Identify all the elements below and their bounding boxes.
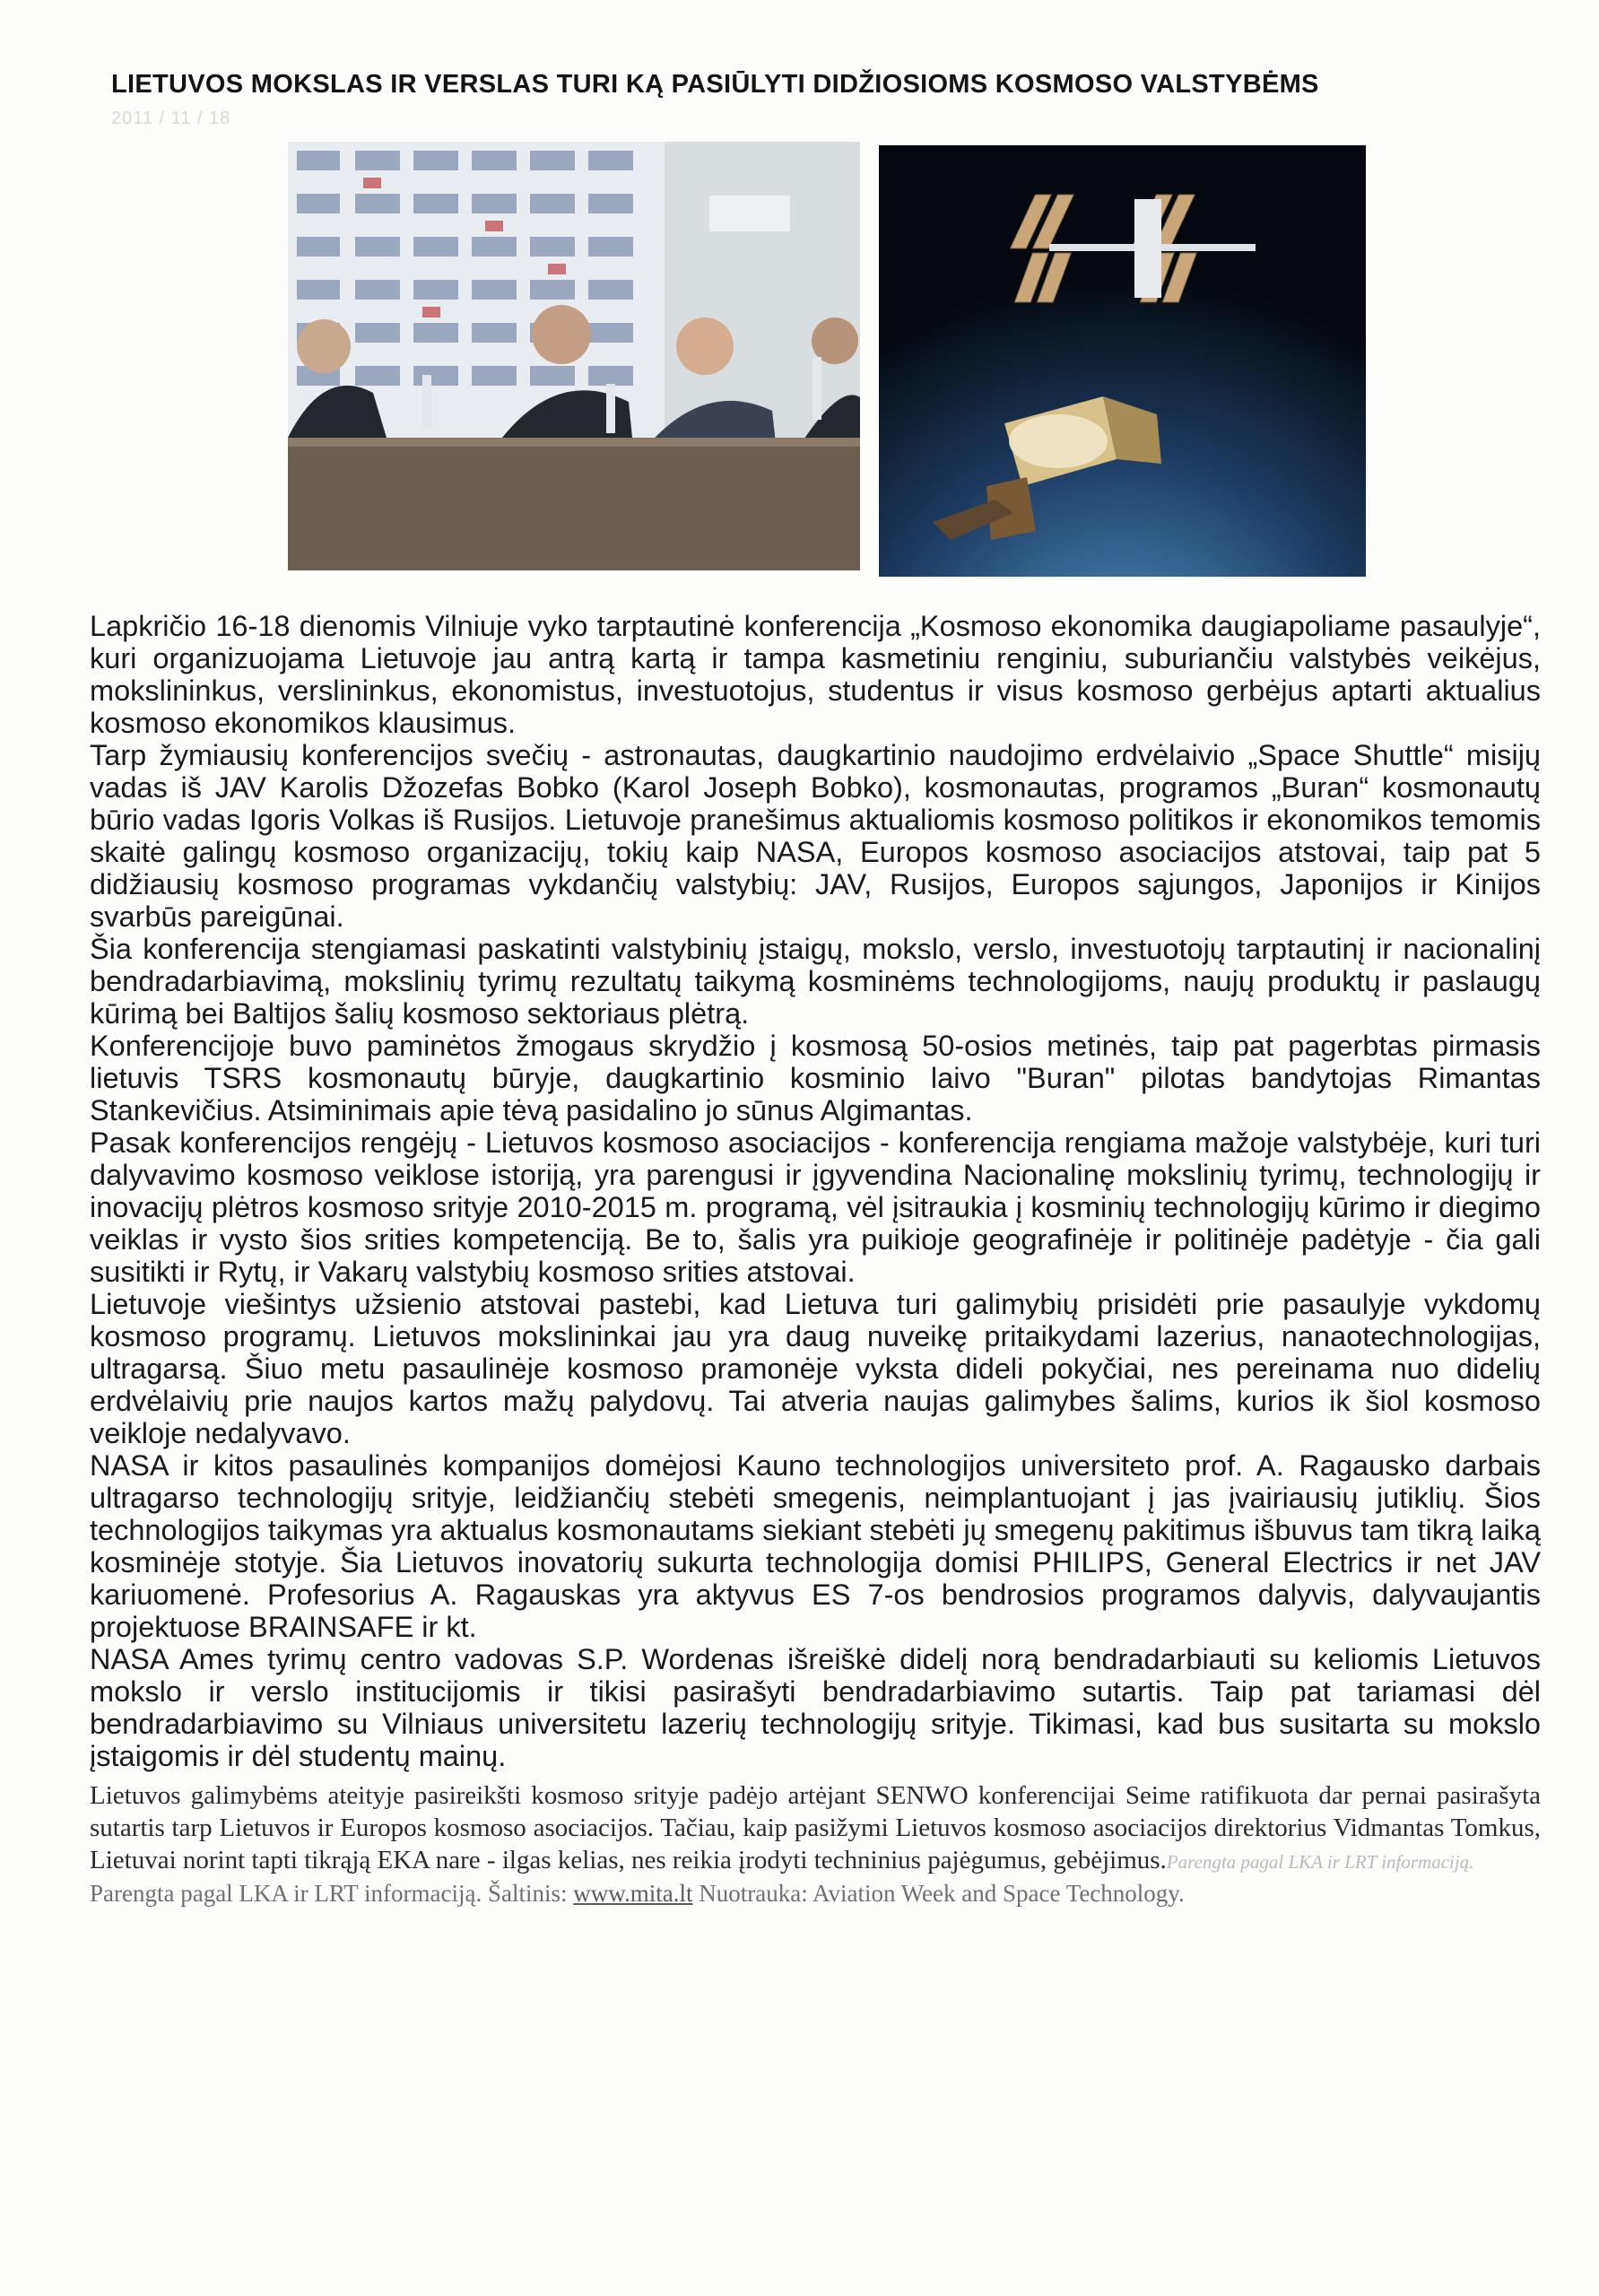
article-paragraph: NASA Ames tyrimų centro vadovas S.P. Wordenas išreiškė didelį norą bendradarbiauti su keliomis Lietuvos mokslo ir verslo institucijomis ir tikisi pasirašyti bendradarbiavimo sutartis. Taip pat tariamasi dėl bendradarbiavimo su Vilniaus universitetu lazerių technologijų srityje. Tikimasi, kad bus susitarta su mokslo įstaigomis ir dėl studentų mainų. bbox=[90, 1643, 1541, 1772]
article-paragraph: Lapkričio 16-18 dienomis Vilniuje vyko tarptautinė konferencija „Kosmoso ekonomika daugiapoliame pasaulyje“, kuri organizuojama Lietuvoje jau antrą kartą ir tampa kasmetiniu renginiu, suburiančiu valstybės veikėjus, mokslininkus, verslininkus, ekonomistus, investuotojus, studentus ir visus kosmoso gerbėjus aptarti aktualius kosmoso ekonomikos klausimus. bbox=[90, 610, 1541, 739]
closing-text: Lietuvos galimybėms ateityje pasireikšti kosmoso srityje padėjo artėjant SENWO konferencijai Seime ratifikuota dar pernai pasirašyta sutartis tarp Lietuvos ir Europos kosmoso asociacijos. Tačiau, kaip pasižymi Lietuvos kosmoso asociacijos direktorius Vidmantas Tomkus, Lietuvai norint tapti tikrąją EKA nare - ilgas kelias, nes reikia įrodyti techninius pajėgumus, gebėjimus. bbox=[90, 1781, 1541, 1874]
article-date: 2011 / 11 / 18 bbox=[111, 109, 231, 128]
closing-faded-note: Parengta pagal LKA ir LRT informaciją. bbox=[1166, 1851, 1474, 1873]
article-paragraph: NASA ir kitos pasaulinės kompanijos domėjosi Kauno technologijos universiteto prof. A. Ragausko darbais ultragarso technologijų srityje, leidžiančių stebėti smegenis, neimplantuojant į jas įvairiausių jutiklių. Šios technologijos taikymas yra aktualus kosmonautams siekiant stebėti jų smegenų pakitimus išbuvus tam tikrą laiką kosminėje stotyje. Šia Lietuvos inovatorių sukurta technologija domisi PHILIPS, General Electrics ir net JAV kariuomenė. Profesorius A. Ragauskas yra aktyvus ES 7-os bendrosios programos dalyvis, dalyvaujantis projektuose BRAINSAFE ir kt. bbox=[90, 1449, 1541, 1643]
source-line bbox=[90, 1878, 1541, 1909]
source-link[interactable]: www.mita.lt bbox=[573, 1880, 693, 1907]
article-body bbox=[90, 610, 1541, 1909]
article-paragraph: Konferencijoje buvo paminėtos žmogaus skrydžio į kosmosą 50-osios metinės, taip pat pagerbtas pirmasis lietuvis TSRS kosmonautų būryje, daugkartinio kosminio laivo "Buran" pilotas bandytojas Rimantas Stankevičius. Atsiminimais apie tėvą pasidalino jo sūnus Algimantas. bbox=[90, 1030, 1541, 1126]
article-title: LIETUVOS MOKSLAS IR VERSLAS TURI KĄ PASIŪLYTI DIDŽIOSIOMS KOSMOSO VALSTYBĖMS bbox=[111, 70, 1319, 99]
conference-panel-photo bbox=[288, 142, 860, 570]
source-prefix: Parengta pagal LKA ir LRT informaciją. Šaltinis: bbox=[90, 1880, 574, 1907]
source-suffix: Nuotrauka: Aviation Week and Space Technology. bbox=[692, 1880, 1185, 1907]
article-paragraph: Pasak konferencijos rengėjų - Lietuvos kosmoso asociacijos - konferencija rengiama mažoje valstybėje, kuri turi dalyvavimo kosmoso veiklose istoriją, yra parengusi ir įgyvendina Nacionalinę mokslinių tyrimų, technologijų ir inovacijų plėtros kosmoso srityje 2010-2015 m. programą, vėl įsitraukia į kosminių technologijų kūrimo ir diegimo veiklas ir vysto šios srities kompetenciją. Be to, šalis yra puikioje geografinėje ir politinėje padėtyje - čia gali susitikti ir Rytų, ir Vakarų valstybių kosmoso srities atstovai. bbox=[90, 1126, 1541, 1288]
article-paragraph: Tarp žymiausių konferencijos svečių - astronautas, daugkartinio naudojimo erdvėlaivio „Space Shuttle“ misijų vadas iš JAV Karolis Džozefas Bobko (Karol Joseph Bobko), kosmonautas, programos „Buran“ kosmonautų būrio vadas Igoris Volkas iš Rusijos. Lietuvoje pranešimus aktualiomis kosmoso politikos ir ekonomikos temomis skaitė galingų kosmoso organizacijų, tokių kaip NASA, Europos kosmoso asociacijos atstovai, taip pat 5 didžiausių kosmoso programas vykdančių valstybių: JAV, Rusijos, Europos sąjungos, Japonijos ir Kinijos svarbūs pareigūnai. bbox=[90, 739, 1541, 933]
closing-paragraph bbox=[90, 1779, 1541, 1878]
space-station-photo bbox=[879, 145, 1366, 577]
article-paragraph: Lietuvoje viešintys užsienio atstovai pastebi, kad Lietuva turi galimybių prisidėti prie pasaulyje vykdomų kosmoso programų. Lietuvos mokslininkai jau yra daug nuveikę pritaikydami lazerius, nanaotechnologijas, ultragarsą. Šiuo metu pasaulinėje kosmoso pramonėje vyksta dideli pokyčiai, nes pereinama nuo didelių erdvėlaivių prie naujos kartos mažų palydovų. Tai atveria naujas galimybes šalims, kurios ik šiol kosmoso veikloje nedalyvavo. bbox=[90, 1288, 1541, 1449]
article-paragraph: Šia konferencija stengiamasi paskatinti valstybinių įstaigų, mokslo, verslo, investuotojų tarptautinį ir nacionalinį bendradarbiavimą, mokslinių tyrimų rezultatų taikymą kosminėms technologijoms, naujų produktų ir paslaugų kūrimą bei Baltijos šalių kosmoso sektoriaus plėtrą. bbox=[90, 933, 1541, 1030]
